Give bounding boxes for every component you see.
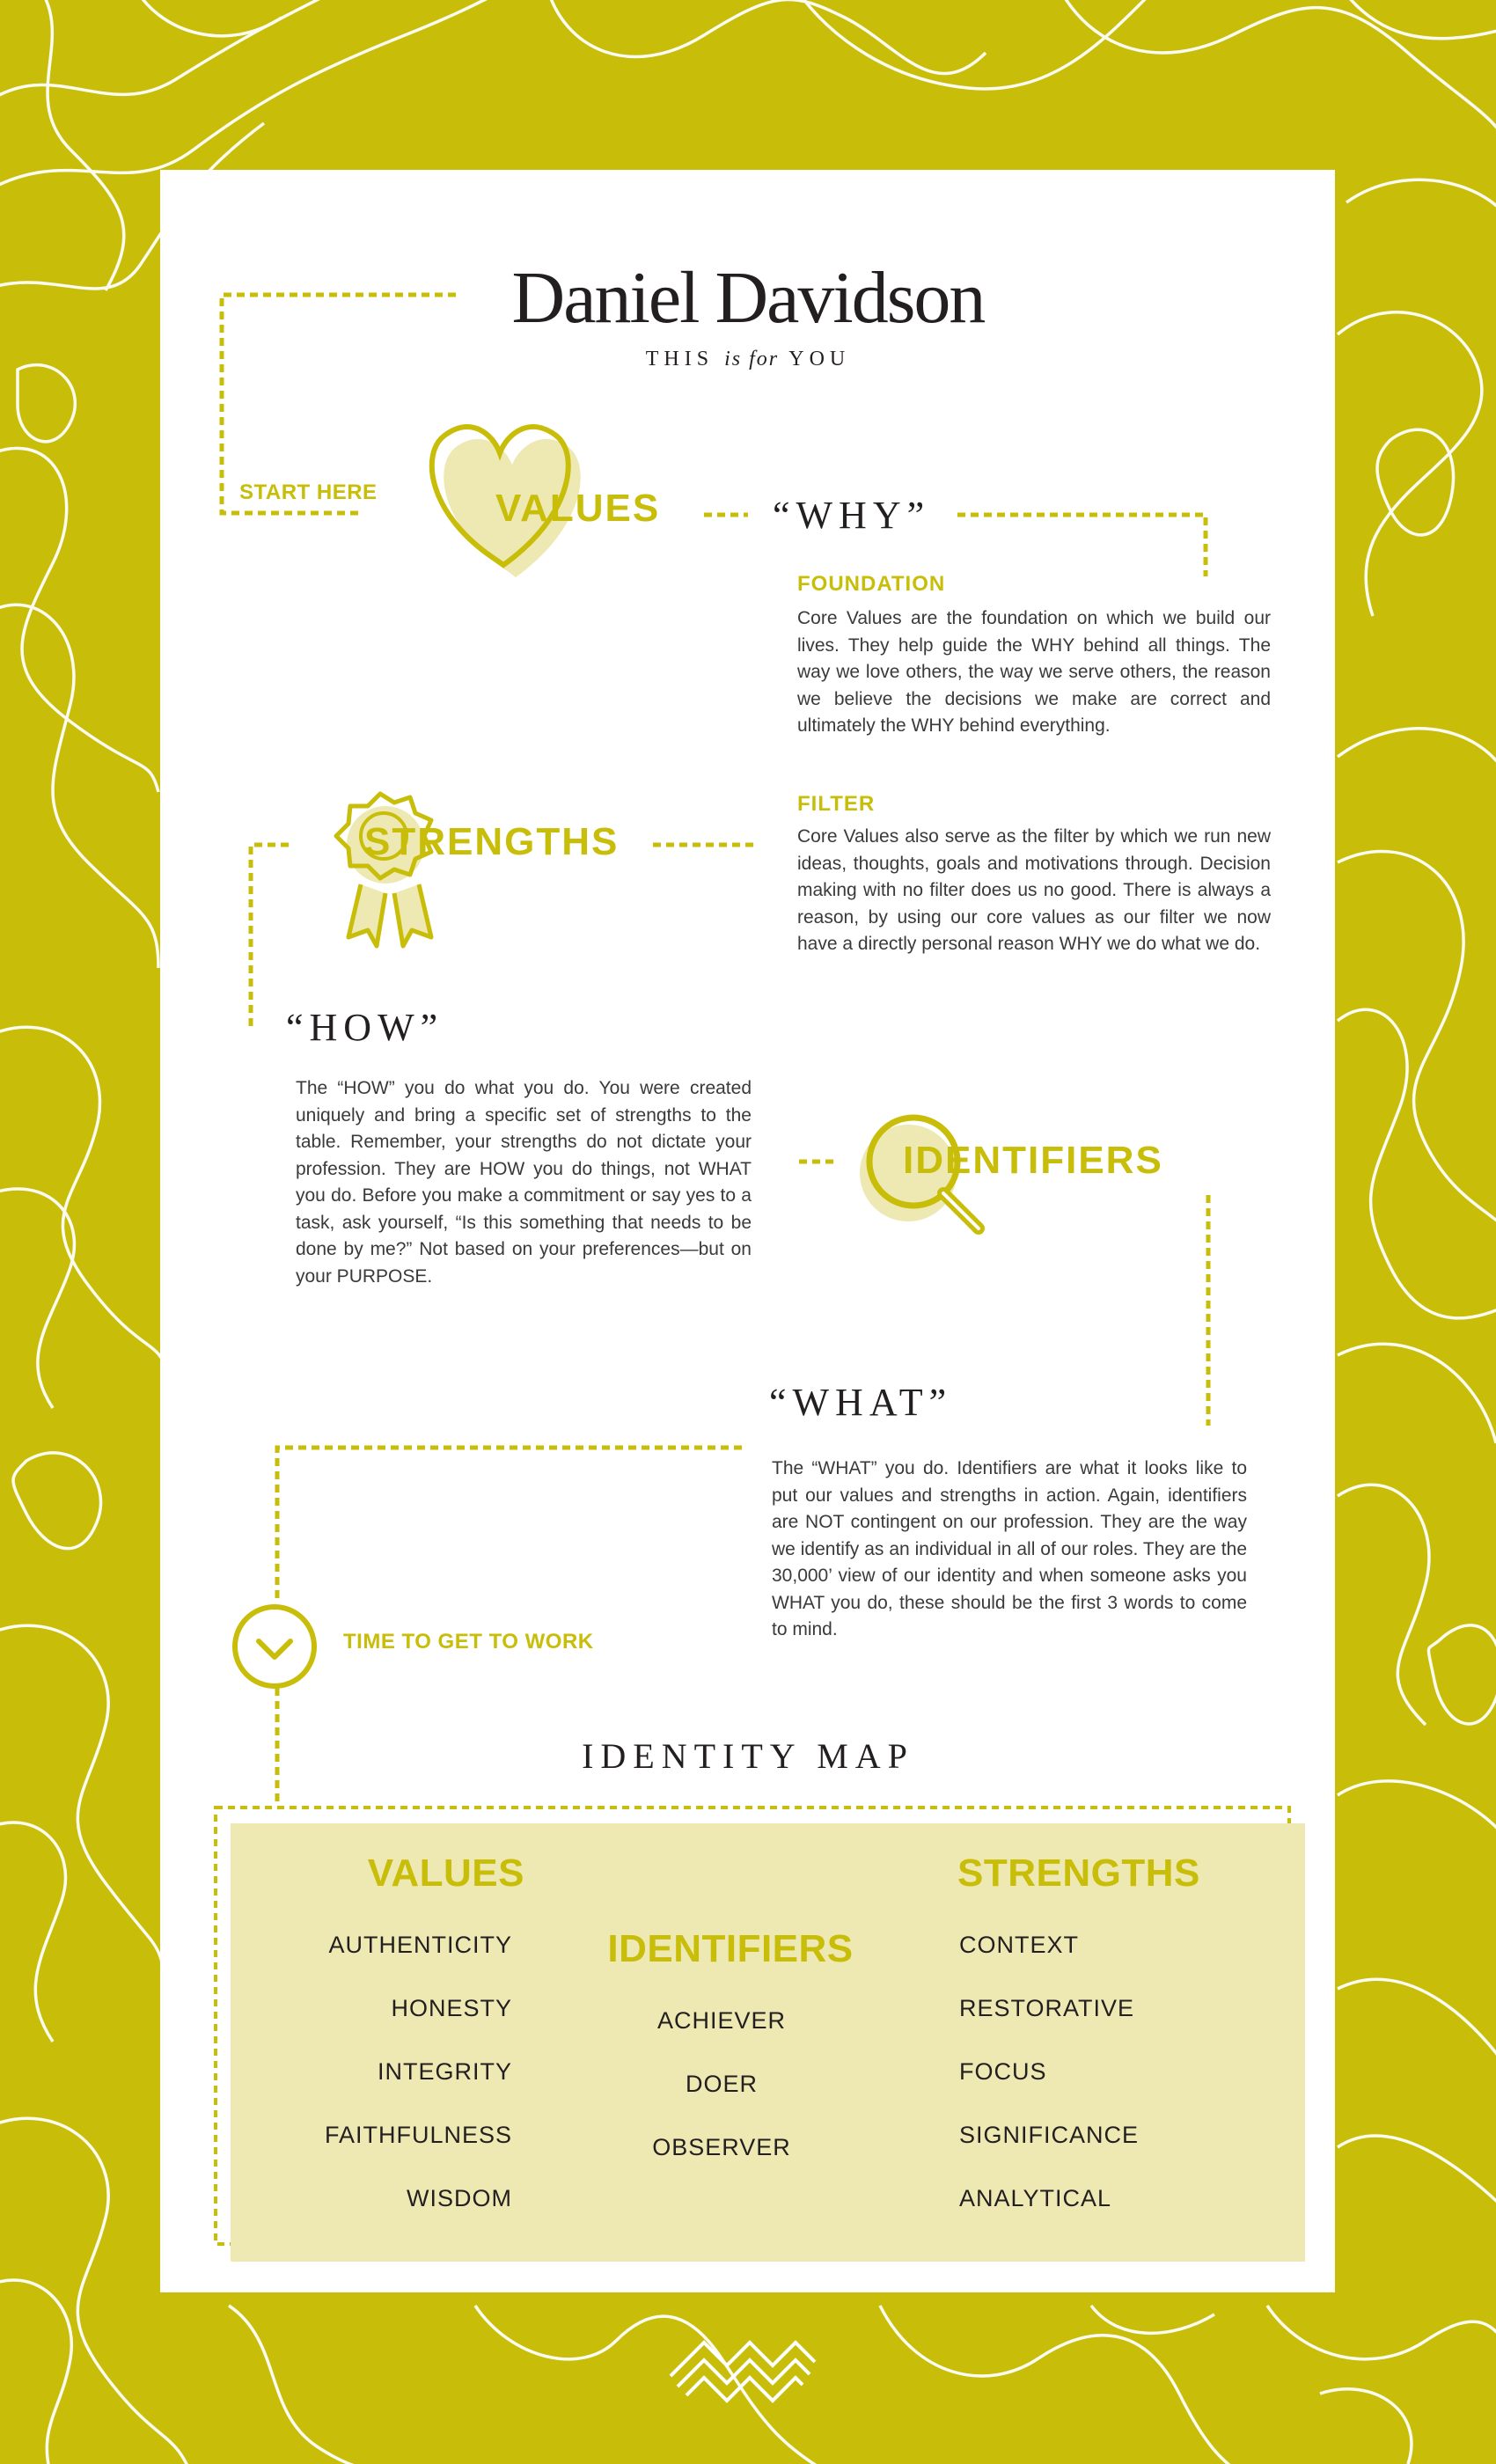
map-identifier-item: OBSERVER [652,2134,791,2160]
map-value-item: AUTHENTICITY [328,1932,512,1958]
map-value-item: FAITHFULNESS [324,2122,512,2148]
how-text: The “HOW” you do what you do. You were created uniquely and bring a specific set of strengths to the table. Remember, your strengths do not dictate your profession. They are HOW you do things, not WHAT you do. Before you make a commitment or say yes to a task, ask yourself, “Is this something that needs to be done by me?” Not based on your preferences—but on your PURPOSE. [296,1078,752,1287]
map-identifiers-list [581,2006,862,2196]
map-strengths-heading: STRENGTHS [957,1852,1200,1895]
what-text: The “WHAT” you do. Identifiers are what it looks like to put our values and strengths in action. Again, identifiers are NOT contingent on our profession. They are the way we identify as an individual in all of our roles. They are the 30,000’ view of our identity and when someone asks you WHAT you do, these should be the first 3 words to come to mind. [772,1458,1247,1639]
foundation-text: Core Values are the foundation on which we build our lives. They help guide the WHY behind all things. The way we love others, the way we serve others, the reason we believe the decisions we make are correct and ultimately the WHY behind everything. [797,608,1271,736]
start-here-label: START HERE [239,480,378,504]
map-value-item: HONESTY [391,1995,512,2021]
brand-name: Daniel Davidson [511,257,985,339]
identity-map-title: IDENTITY MAP [582,1736,914,1776]
map-values-list [264,1931,512,2248]
tagline-this: THIS [645,348,715,370]
award-ribbon-icon [336,794,431,946]
foundation-title: FOUNDATION [797,572,946,596]
map-strength-item: FOCUS [959,2058,1047,2085]
map-identifiers-heading: IDENTIFIERS [607,1927,854,1970]
connector-what-left [277,1448,742,1602]
chevron-down-circle-icon [235,1607,314,1686]
map-value-item: INTEGRITY [377,2058,512,2085]
map-strengths-list [959,1931,1241,2248]
map-identifier-item: DOER [685,2071,758,2097]
map-value-item: WISDOM [407,2185,512,2211]
what-quote: “WHAT” [769,1381,953,1424]
connector-why-right [957,515,1206,576]
map-identifier-item: ACHIEVER [656,2007,787,2034]
filter-text: Core Values also serve as the filter by which we run new ideas, thoughts, goals and motivations through. Decision making with no filter does us no good. There is always a reason, by using our core values as our filter we now have a directly personal reason WHY we do what we do. [797,826,1271,954]
why-quote: “WHY” [773,494,931,537]
cta-label: TIME TO GET TO WORK [343,1630,594,1654]
values-heading: VALUES [495,487,661,530]
tagline-you: YOU [788,348,851,370]
identifiers-heading: IDENTIFIERS [903,1139,1163,1182]
map-strength-item: ANALYTICAL [959,2185,1112,2211]
connector-strengths-left [251,845,289,1031]
strengths-heading: STRENGTHS [364,820,620,863]
mountain-logo-icon [671,2343,815,2401]
map-strength-item: CONTEXT [959,1932,1080,1958]
how-quote: “HOW” [286,1006,444,1049]
filter-title: FILTER [797,792,876,816]
map-strength-item: SIGNIFICANCE [959,2122,1140,2148]
map-strength-item: RESTORATIVE [959,1995,1135,2021]
map-values-heading: VALUES [367,1852,524,1895]
tagline-is-for: is for [724,348,780,370]
